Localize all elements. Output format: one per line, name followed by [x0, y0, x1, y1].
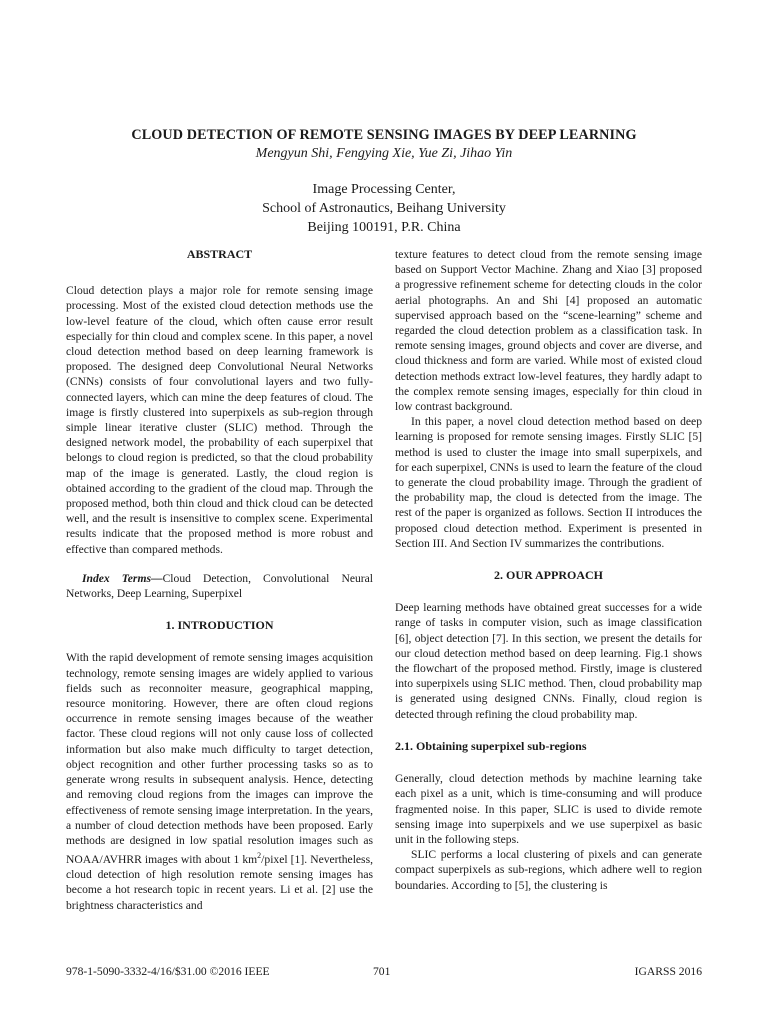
- copyright-notice: 978-1-5090-3332-4/16/$31.00 ©2016 IEEE: [66, 965, 270, 978]
- subsection-paragraph-2: SLIC performs a local clustering of pixels and can generate compact superpixels as sub-regions, which adhere well to region boundaries. According to [5], the clustering is: [395, 848, 702, 892]
- conference-name: IGARSS 2016: [634, 965, 702, 978]
- abstract-text: Cloud detection plays a major role for remote sensing image processing. Most of the existed cloud detection methods use the low-level feature of the cloud, which often cause error result especially for thin cloud and complex scene. In this paper, a novel cloud detection method based on deep learning framework is proposed. The designed deep Convolutional Neural Networks (CNNs) consists of four convolutional layers and two fully-connected layers, which can mine the deep features of cloud. The image is firstly clustered into superpixels as sub-region through simple linear iterative cluster (SLIC) method. Through the designed network model, the probability of each superpixel that belongs to cloud region is predicted, so that the cloud probability map of the image is generated. Lastly, the cloud region is obtained according to the gradient of the cloud map. Through the proposed method, both thin cloud and thick cloud can be detected well, and the result is insensitive to complex scene. Experimental results indicate that the proposed method is more robust and effective than compared methods.: [66, 284, 373, 556]
- introduction-heading: 1. INTRODUCTION: [165, 618, 274, 633]
- index-terms: [66, 571, 373, 601]
- approach-heading: 2. OUR APPROACH: [494, 568, 603, 583]
- index-terms-dash: —: [150, 571, 163, 585]
- left-column: [66, 247, 373, 913]
- approach-text: Deep learning methods have obtained great successes for a wide range of tasks in computer vision, such as image classification [6], object detection [7]. In this section, we present the details for our cloud detection method based on deep learning. Fig.1 shows the flowchart of the proposed method. Firstly, image is clustered into superpixels using SLIC method. Then, cloud probability map is generated using designed CNNs. Finally, cloud region is detected through refining the cloud probability map.: [395, 601, 702, 721]
- superscript: 2: [257, 851, 262, 861]
- affiliation-line: School of Astronautics, Beihang University: [262, 201, 506, 216]
- index-terms-label: Index Terms: [82, 571, 151, 585]
- affiliation-line: Beijing 100191, P.R. China: [307, 220, 461, 235]
- introduction-text-part1: With the rapid development of remote sensing images acquisition technology, remote sensing images are widely applied to various fields such as reconnoiter measure, geographical mapping, resource monitoring. However, there are often cloud regions occurrence in remote sensing images because of the weather factor. These cloud regions will not only cause loss of collected information but also make much difficulty to target detection, object recognition and other further processing tasks so as to generate wrong results in subsequent analysis. Hence, detecting and removing cloud regions from the images can improve the effectiveness of remote sensing image interpretation. In the years, a number of cloud detection methods have been proposed. Early methods are designed in low spatial resolution images such as NOAA/AVHRR images with about 1 km: [66, 651, 373, 866]
- introduction-paragraph-2: In this paper, a novel cloud detection method based on deep learning is proposed for remote sensing images. Firstly SLIC [5] method is used to cluster the image into small superpixels, and for each superpixel, CNNs is used to learn the feature of the cloud to generate the cloud probability image. Through the gradient of the probability map, the cloud is detected from the image. The rest of the paper is organized as follows. Section II introduces the proposed cloud detection method. Experiment is presented in Section III. And Section IV summarizes the contributions.: [395, 415, 702, 550]
- introduction-continued: texture features to detect cloud from the remote sensing image based on Support Vector Machine. Zhang and Xiao [3] proposed a progressive refinement scheme for detecting clouds in the color aerial photographs. An and Shi [4] proposed an automatic supervised approach based on the “scene-learning” scheme and regarded the cloud detection problem as a classification task. In remote sensing images, ground objects and cover are diverse, and cloud thickness and form are varied. While most of existed cloud detection methods extract low-level features, they hardly adapt to the complex remote sensing images, especially for thin cloud in low contrast background.: [395, 248, 702, 414]
- page-number: 701: [373, 965, 391, 978]
- subsection-paragraph-1: Generally, cloud detection methods by machine learning take each pixel as a unit, which is time-consuming and will produce fragmented noise. In this paper, SLIC is used to divide remote sensing image into superpixels and we use superpixel as basic unit in the following steps.: [395, 772, 702, 846]
- paper-title: CLOUD DETECTION OF REMOTE SENSING IMAGES BY DEEP LEARNING: [131, 127, 637, 143]
- index-terms-list: Cloud Detection, Convolutional Neural Networks, Deep Learning, Superpixel: [66, 571, 373, 601]
- affiliation-line: Image Processing Center,: [312, 182, 456, 197]
- author-list: Mengyun Shi, Fengying Xie, Yue Zi, Jihao Yin: [255, 146, 513, 161]
- abstract-heading: ABSTRACT: [186, 247, 253, 261]
- introduction-text: [66, 650, 373, 912]
- affiliation: [0, 180, 768, 237]
- right-column: [395, 247, 702, 893]
- subsection-heading: 2.1. Obtaining superpixel sub-regions: [395, 738, 587, 753]
- introduction-text-part2: /pixel [1]. Nevertheless, cloud detection of high resolution remote sensing images has become a hot research topic in recent years. Li et al. [2] use the brightness characteristics and: [66, 852, 373, 912]
